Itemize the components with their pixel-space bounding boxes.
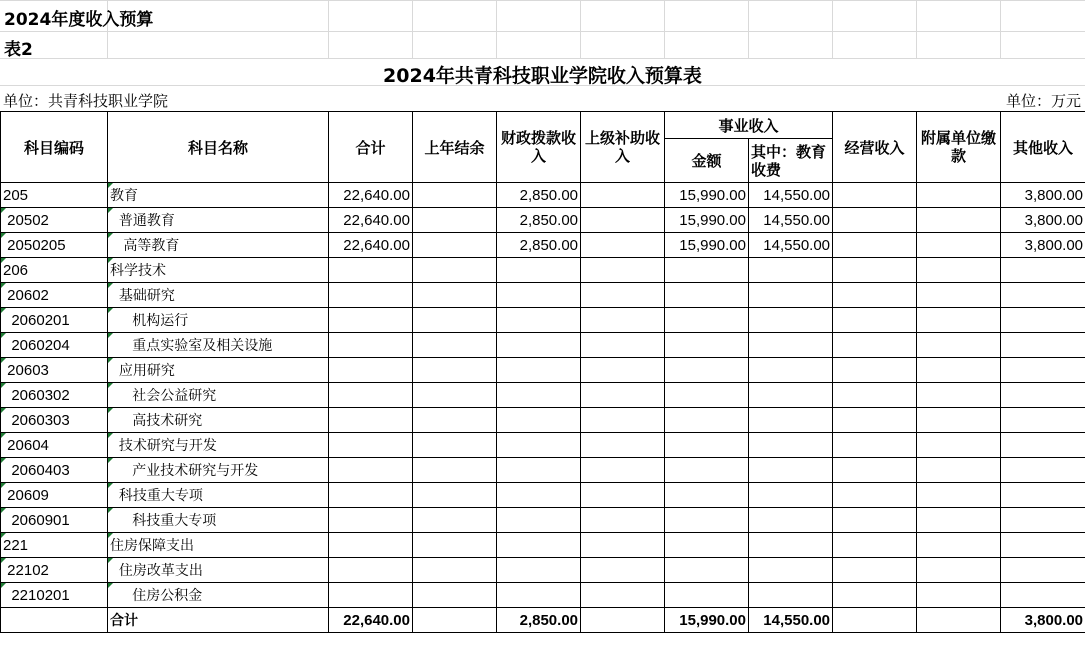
- cell-edu-fee[interactable]: 14,550.00: [749, 183, 833, 208]
- unit-currency: 单位：万元: [1005, 92, 1081, 110]
- cell-total[interactable]: [329, 358, 413, 383]
- cell-code[interactable]: 20609: [1, 483, 108, 508]
- cell-fiscal[interactable]: [497, 558, 581, 583]
- cell-carryover[interactable]: [413, 608, 497, 633]
- cell-superior[interactable]: [581, 583, 665, 608]
- cell-total[interactable]: [329, 508, 413, 533]
- cell-carryover[interactable]: [413, 433, 497, 458]
- cell-superior[interactable]: [581, 533, 665, 558]
- cell-edu-fee[interactable]: [749, 533, 833, 558]
- header-name[interactable]: 科目名称: [108, 112, 329, 183]
- cell-fiscal[interactable]: [497, 508, 581, 533]
- cell-name[interactable]: 科技重大专项: [108, 508, 329, 533]
- cell-edu-fee[interactable]: [749, 508, 833, 533]
- table-row: [1, 283, 1085, 308]
- cell-other[interactable]: [1001, 433, 1085, 458]
- cell-fiscal[interactable]: [497, 258, 581, 283]
- cell-other[interactable]: [1001, 483, 1085, 508]
- cell-fiscal[interactable]: 2,850.00: [497, 183, 581, 208]
- cell-operating[interactable]: [833, 508, 917, 533]
- cell-name[interactable]: 应用研究: [108, 358, 329, 383]
- total-row: [1, 608, 1085, 633]
- cell-other[interactable]: 3,800.00: [1001, 208, 1085, 233]
- cell-carryover[interactable]: [413, 533, 497, 558]
- cell-code[interactable]: 2060403: [1, 458, 108, 483]
- cell-amount[interactable]: [665, 258, 749, 283]
- cell-edu-fee[interactable]: [749, 383, 833, 408]
- cell-other[interactable]: [1001, 408, 1085, 433]
- cell-operating[interactable]: [833, 333, 917, 358]
- cell-superior[interactable]: [581, 233, 665, 258]
- cell-fiscal[interactable]: [497, 408, 581, 433]
- cell-code[interactable]: 2060204: [1, 333, 108, 358]
- table-number: 表2: [4, 40, 33, 60]
- cell-fiscal[interactable]: [497, 333, 581, 358]
- cell-code[interactable]: 2060901: [1, 508, 108, 533]
- cell-superior[interactable]: [581, 208, 665, 233]
- cell-operating[interactable]: [833, 558, 917, 583]
- header-amount[interactable]: 金额: [665, 139, 749, 183]
- cell-amount[interactable]: 15,990.00: [665, 183, 749, 208]
- cell-affiliate[interactable]: [917, 308, 1001, 333]
- header-edu-fee[interactable]: 其中：教育收费: [749, 139, 833, 183]
- cell-edu-fee[interactable]: [749, 308, 833, 333]
- cell-affiliate[interactable]: [917, 333, 1001, 358]
- cell-amount[interactable]: 15,990.00: [665, 233, 749, 258]
- cell-code[interactable]: 221: [1, 533, 108, 558]
- table-row: [1, 458, 1085, 483]
- cell-affiliate[interactable]: [917, 183, 1001, 208]
- cell-carryover[interactable]: [413, 458, 497, 483]
- cell-total[interactable]: [329, 383, 413, 408]
- cell-carryover[interactable]: [413, 383, 497, 408]
- table-row: [1, 383, 1085, 408]
- cell-other[interactable]: 3,800.00: [1001, 233, 1085, 258]
- cell-name[interactable]: 基础研究: [108, 283, 329, 308]
- header-operating[interactable]: 经营收入: [833, 112, 917, 183]
- header-fiscal[interactable]: 财政拨款收入: [497, 112, 581, 183]
- cell-name[interactable]: 技术研究与开发: [108, 433, 329, 458]
- cell-affiliate[interactable]: [917, 358, 1001, 383]
- unit-institution: 单位：共青科技职业学院: [3, 92, 169, 110]
- cell-operating[interactable]: [833, 458, 917, 483]
- cell-amount[interactable]: [665, 458, 749, 483]
- cell-code[interactable]: 22102: [1, 558, 108, 583]
- cell-affiliate[interactable]: [917, 508, 1001, 533]
- cell-superior[interactable]: [581, 258, 665, 283]
- cell-total[interactable]: [329, 458, 413, 483]
- cell-amount[interactable]: 15,990.00: [665, 208, 749, 233]
- cell-edu-fee[interactable]: 14,550.00: [749, 208, 833, 233]
- cell-carryover[interactable]: [413, 258, 497, 283]
- table-row: [1, 233, 1085, 258]
- cell-code[interactable]: 20603: [1, 358, 108, 383]
- cell-affiliate[interactable]: [917, 258, 1001, 283]
- table-row: [1, 333, 1085, 358]
- table-row: [1, 308, 1085, 333]
- cell-operating[interactable]: [833, 433, 917, 458]
- cell-code[interactable]: 206: [1, 258, 108, 283]
- cell-affiliate[interactable]: [917, 383, 1001, 408]
- cell-amount[interactable]: [665, 433, 749, 458]
- cell-edu-fee[interactable]: 14,550.00: [749, 608, 833, 633]
- cell-operating[interactable]: [833, 533, 917, 558]
- cell-carryover[interactable]: [413, 283, 497, 308]
- cell-carryover[interactable]: [413, 208, 497, 233]
- cell-superior[interactable]: [581, 558, 665, 583]
- cell-amount[interactable]: [665, 358, 749, 383]
- table-row: [1, 483, 1085, 508]
- cell-carryover[interactable]: [413, 583, 497, 608]
- cell-operating[interactable]: [833, 208, 917, 233]
- table-row: [1, 533, 1085, 558]
- report-title: 2024年共青科技职业学院收入预算表: [383, 65, 702, 87]
- cell-operating[interactable]: [833, 258, 917, 283]
- cell-fiscal[interactable]: [497, 483, 581, 508]
- cell-other[interactable]: [1001, 508, 1085, 533]
- cell-total[interactable]: [329, 333, 413, 358]
- cell-fiscal[interactable]: 2,850.00: [497, 608, 581, 633]
- sheet-title: 2024年度收入预算: [4, 10, 154, 30]
- cell-name[interactable]: 科学技术: [108, 258, 329, 283]
- cell-superior[interactable]: [581, 333, 665, 358]
- cell-edu-fee[interactable]: [749, 583, 833, 608]
- cell-code[interactable]: 20602: [1, 283, 108, 308]
- cell-name[interactable]: 教育: [108, 183, 329, 208]
- cell-carryover[interactable]: [413, 508, 497, 533]
- cell-total[interactable]: [329, 533, 413, 558]
- header-superior[interactable]: 上级补助收入: [581, 112, 665, 183]
- cell-other[interactable]: [1001, 533, 1085, 558]
- table-row: [1, 258, 1085, 283]
- cell-amount[interactable]: [665, 483, 749, 508]
- cell-code[interactable]: 2060201: [1, 308, 108, 333]
- table-row: [1, 583, 1085, 608]
- cell-operating[interactable]: [833, 383, 917, 408]
- cell-amount[interactable]: [665, 308, 749, 333]
- cell-operating[interactable]: [833, 583, 917, 608]
- cell-other[interactable]: [1001, 258, 1085, 283]
- cell-other[interactable]: 3,800.00: [1001, 608, 1085, 633]
- cell-total[interactable]: [329, 408, 413, 433]
- cell-name[interactable]: 产业技术研究与开发: [108, 458, 329, 483]
- cell-other[interactable]: 3,800.00: [1001, 183, 1085, 208]
- cell-name[interactable]: 合计: [108, 608, 329, 633]
- table-row: [1, 433, 1085, 458]
- cell-other[interactable]: [1001, 358, 1085, 383]
- cell-name[interactable]: 住房改革支出: [108, 558, 329, 583]
- cell-name[interactable]: 住房公积金: [108, 583, 329, 608]
- cell-operating[interactable]: [833, 408, 917, 433]
- cell-operating[interactable]: [833, 183, 917, 208]
- cell-affiliate[interactable]: [917, 533, 1001, 558]
- cell-code[interactable]: 2060302: [1, 383, 108, 408]
- cell-name[interactable]: 机构运行: [108, 308, 329, 333]
- cell-fiscal[interactable]: [497, 433, 581, 458]
- cell-edu-fee[interactable]: [749, 283, 833, 308]
- cell-carryover[interactable]: [413, 333, 497, 358]
- cell-operating[interactable]: [833, 308, 917, 333]
- header-code[interactable]: 科目编码: [1, 112, 108, 183]
- cell-total[interactable]: 22,640.00: [329, 183, 413, 208]
- cell-carryover[interactable]: [413, 183, 497, 208]
- cell-fiscal[interactable]: [497, 308, 581, 333]
- cell-name[interactable]: 重点实验室及相关设施: [108, 333, 329, 358]
- cell-fiscal[interactable]: [497, 583, 581, 608]
- cell-fiscal[interactable]: [497, 533, 581, 558]
- cell-code[interactable]: 20502: [1, 208, 108, 233]
- cell-superior[interactable]: [581, 608, 665, 633]
- cell-affiliate[interactable]: [917, 583, 1001, 608]
- cell-affiliate[interactable]: [917, 433, 1001, 458]
- cell-amount[interactable]: [665, 408, 749, 433]
- cell-name[interactable]: 高技术研究: [108, 408, 329, 433]
- cell-other[interactable]: [1001, 558, 1085, 583]
- cell-amount[interactable]: [665, 333, 749, 358]
- cell-affiliate[interactable]: [917, 233, 1001, 258]
- cell-affiliate[interactable]: [917, 408, 1001, 433]
- income-budget-table: [0, 111, 1085, 633]
- table-row: [1, 208, 1085, 233]
- cell-fiscal[interactable]: [497, 283, 581, 308]
- cell-code[interactable]: 20604: [1, 433, 108, 458]
- cell-amount[interactable]: 15,990.00: [665, 608, 749, 633]
- cell-code[interactable]: [1, 608, 108, 633]
- cell-carryover[interactable]: [413, 308, 497, 333]
- cell-amount[interactable]: [665, 283, 749, 308]
- cell-edu-fee[interactable]: [749, 333, 833, 358]
- cell-total[interactable]: [329, 558, 413, 583]
- cell-operating[interactable]: [833, 608, 917, 633]
- cell-amount[interactable]: [665, 533, 749, 558]
- cell-carryover[interactable]: [413, 483, 497, 508]
- cell-name[interactable]: 社会公益研究: [108, 383, 329, 408]
- cell-edu-fee[interactable]: [749, 558, 833, 583]
- cell-edu-fee[interactable]: [749, 458, 833, 483]
- cell-other[interactable]: [1001, 383, 1085, 408]
- header-total[interactable]: 合计: [329, 112, 413, 183]
- cell-affiliate[interactable]: [917, 283, 1001, 308]
- cell-superior[interactable]: [581, 183, 665, 208]
- cell-other[interactable]: [1001, 283, 1085, 308]
- cell-amount[interactable]: [665, 508, 749, 533]
- cell-total[interactable]: 22,640.00: [329, 608, 413, 633]
- cell-affiliate[interactable]: [917, 208, 1001, 233]
- cell-code[interactable]: 2210201: [1, 583, 108, 608]
- cell-fiscal[interactable]: 2,850.00: [497, 208, 581, 233]
- header-business[interactable]: 事业收入: [665, 112, 833, 139]
- cell-operating[interactable]: [833, 233, 917, 258]
- cell-name[interactable]: 普通教育: [108, 208, 329, 233]
- cell-superior[interactable]: [581, 483, 665, 508]
- cell-superior[interactable]: [581, 433, 665, 458]
- cell-amount[interactable]: [665, 558, 749, 583]
- cell-total[interactable]: [329, 583, 413, 608]
- cell-carryover[interactable]: [413, 558, 497, 583]
- cell-carryover[interactable]: [413, 408, 497, 433]
- cell-fiscal[interactable]: [497, 358, 581, 383]
- cell-superior[interactable]: [581, 283, 665, 308]
- cell-total[interactable]: [329, 283, 413, 308]
- cell-superior[interactable]: [581, 508, 665, 533]
- cell-other[interactable]: [1001, 333, 1085, 358]
- cell-affiliate[interactable]: [917, 558, 1001, 583]
- cell-name[interactable]: 住房保障支出: [108, 533, 329, 558]
- cell-total[interactable]: 22,640.00: [329, 233, 413, 258]
- cell-carryover[interactable]: [413, 233, 497, 258]
- cell-code[interactable]: 205: [1, 183, 108, 208]
- cell-superior[interactable]: [581, 408, 665, 433]
- cell-other[interactable]: [1001, 458, 1085, 483]
- header-other[interactable]: 其他收入: [1001, 112, 1085, 183]
- cell-fiscal[interactable]: [497, 458, 581, 483]
- table-row: [1, 508, 1085, 533]
- cell-superior[interactable]: [581, 458, 665, 483]
- cell-superior[interactable]: [581, 308, 665, 333]
- cell-superior[interactable]: [581, 358, 665, 383]
- cell-name[interactable]: 高等教育: [108, 233, 329, 258]
- cell-amount[interactable]: [665, 383, 749, 408]
- cell-operating[interactable]: [833, 283, 917, 308]
- cell-code[interactable]: 2060303: [1, 408, 108, 433]
- cell-amount[interactable]: [665, 583, 749, 608]
- cell-total[interactable]: 22,640.00: [329, 208, 413, 233]
- cell-edu-fee[interactable]: [749, 358, 833, 383]
- cell-other[interactable]: [1001, 583, 1085, 608]
- table-row: [1, 358, 1085, 383]
- cell-edu-fee[interactable]: [749, 258, 833, 283]
- cell-affiliate[interactable]: [917, 483, 1001, 508]
- cell-operating[interactable]: [833, 358, 917, 383]
- cell-edu-fee[interactable]: 14,550.00: [749, 233, 833, 258]
- table-row: [1, 183, 1085, 208]
- cell-total[interactable]: [329, 308, 413, 333]
- header-affiliate[interactable]: 附属单位缴款: [917, 112, 1001, 183]
- cell-affiliate[interactable]: [917, 608, 1001, 633]
- cell-total[interactable]: [329, 483, 413, 508]
- cell-superior[interactable]: [581, 383, 665, 408]
- cell-edu-fee[interactable]: [749, 433, 833, 458]
- cell-name[interactable]: 科技重大专项: [108, 483, 329, 508]
- cell-total[interactable]: [329, 433, 413, 458]
- cell-fiscal[interactable]: [497, 383, 581, 408]
- table-row: [1, 558, 1085, 583]
- header-carryover[interactable]: 上年结余: [413, 112, 497, 183]
- cell-operating[interactable]: [833, 483, 917, 508]
- cell-affiliate[interactable]: [917, 458, 1001, 483]
- cell-edu-fee[interactable]: [749, 483, 833, 508]
- cell-edu-fee[interactable]: [749, 408, 833, 433]
- table-row: [1, 408, 1085, 433]
- cell-carryover[interactable]: [413, 358, 497, 383]
- cell-fiscal[interactable]: 2,850.00: [497, 233, 581, 258]
- cell-total[interactable]: [329, 258, 413, 283]
- cell-other[interactable]: [1001, 308, 1085, 333]
- cell-code[interactable]: 2050205: [1, 233, 108, 258]
